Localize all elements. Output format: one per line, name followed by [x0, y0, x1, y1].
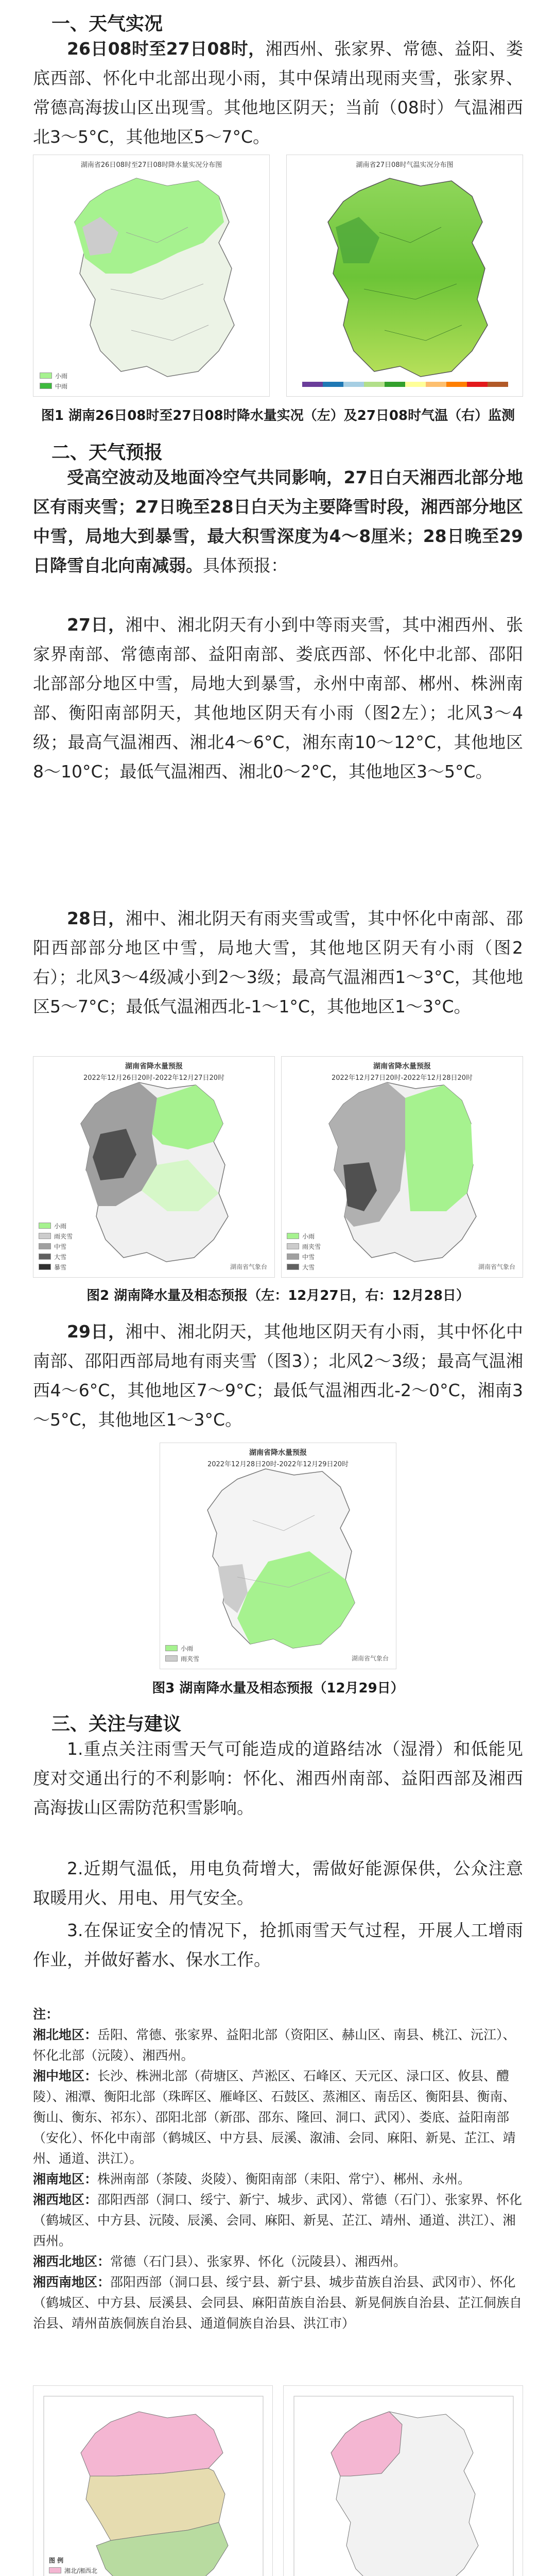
fig1-right-map	[286, 155, 523, 397]
day29-paragraph	[33, 1317, 523, 1434]
section1-paragraph	[33, 34, 523, 151]
fig2-right-org: 湖南省气象台	[478, 1263, 515, 1270]
section2-lead	[33, 463, 523, 580]
day29-label: 29日，	[67, 1321, 126, 1342]
notes-block	[33, 2004, 523, 2334]
note-line: 湘西南地区：邵阳西部（洞口县、绥宁县、新宁县、城步苗族自治县、武冈市）、怀化（鹤城区、中方县、辰溪县、会同县、麻阳苗族自治县、新晃侗族自治县、芷江侗族自治县、靖州苗族侗族自治县、通道侗族自治县、洪江市）	[33, 2275, 523, 2331]
fig1-left-svg	[33, 155, 270, 397]
day28-label: 28日，	[67, 908, 126, 928]
fig2-right-legend: 小雨 雨夹雪 中雪 大雪	[287, 1231, 321, 1272]
fig2-left-sub: 2022年12月26日20时-2022年12月27日20时	[83, 1074, 225, 1082]
region-north	[81, 2412, 223, 2476]
section1-lead: 26日08时至27日08时，	[67, 39, 266, 59]
note-line: 湘北地区：岳阳、常德、张家界、益阳北部（资阳区、赫山区、南县、桃江、沅江）、怀化北部（沅陵）、湘西州。	[33, 2027, 516, 2063]
fig2-left-org: 湖南省气象台	[230, 1263, 267, 1270]
advice-item-1: 1.重点关注雨雪天气可能造成的道路结冰（湿滑）和低能见度对交通出行的不利影响：怀化、湘西州南部、益阳西部及湘西高海拔山区需防范积雪影响。	[33, 1739, 523, 1818]
day29-text: 湘中、湘北阴天，其他地区阴天有小雨，其中怀化中南部、邵阳西部局地有雨夹雪（图3）；北风2～3级；最高气温湘西4～6°C，其他地区7～9°C；最低气温湘西北-2～0°C，湘南3～5°C，其他地区1～3°C。	[33, 1321, 523, 1430]
hunan-outline-temp	[328, 178, 488, 377]
fig2-right-sub: 2022年12月27日20时-2022年12月28日20时	[331, 1074, 473, 1082]
fc28-rain-area	[405, 1085, 473, 1211]
fig1-right-svg	[287, 155, 523, 397]
section2-lead-bold: 受高空波动及地面冷空气共同影响，27日白天湘西北部分地区有雨夹雪；27日晚至28日白天为主要降雪时段，湘西部分地区中雪，局地大到暴雪，最大积雪深度为4～8厘米；28日晚至29日降雪自北向南减弱。	[33, 467, 523, 575]
day27-text: 湘中、湘北阴天有小到中等雨夹雪，其中湘西州、张家界南部、常德南部、益阳南部、娄底西部、怀化中北部、邵阳北部部分地区中雪，局地大到暴雪，永州中南部、郴州、株洲南部、衡阳南部阴天，其他地区阴天有小雨（图2左）；北风3～4级；最高气温湘西、湘北4～6°C，湘东南10～12°C，其他地区8～10°C；最低气温湘西、湘北0～2°C，其他地区3～5°C。	[33, 615, 523, 782]
advice-item-3: 3.在保证安全的情况下，抢抓雨雪天气过程，开展人工增雨作业，并做好蓄水、保水工作。	[33, 1920, 523, 1970]
fig2-left-title: 湖南省降水量预报	[125, 1062, 183, 1071]
section1-title: 一、天气实况	[51, 13, 163, 35]
region-map-northwest	[283, 2385, 523, 2576]
fig3-map	[160, 1443, 396, 1669]
fig3-legend: 小雨 雨夹雪	[165, 1643, 199, 1664]
note-line: 湘西地区：邵阳西部（洞口、绥宁、新宁、城步、武冈）、常德（石门）、张家界、怀化（鹤城区、中方县、沅陵、辰溪、会同、麻阳、新晃、芷江、靖州、通道、洪江）、湘西州。	[33, 2192, 523, 2248]
note-line: 湘西北地区：常德（石门县）、张家界、怀化（沅陵县）、湘西州。	[33, 2254, 407, 2269]
fig3-sub: 2022年12月28日20时-2022年12月29日20时	[207, 1461, 349, 1468]
note-line: 湘中地区：长沙、株洲北部（荷塘区、芦淞区、石峰区、天元区、渌口区、攸县、醴陵）、湘潭、衡阳北部（珠晖区、雁峰区、石鼓区、蒸湘区、南岳区、衡阳县、衡南、衡山、衡东、祁东）、邵阳北部（新邵、邵东、隆回、洞口、武冈）、娄底、益阳南部（安化）、怀化中南部（鹤城区、中方县、辰溪、溆浦、会同、麻阳、新晃、芷江、靖州、通道、洪江）。	[33, 2069, 516, 2166]
fig1-right-title: 湖南省27日08时气温实况分布图	[356, 161, 454, 169]
fig2-left-map	[33, 1056, 275, 1278]
fig1-left-title: 湖南省26日08时至27日08时降水量实况分布图	[80, 161, 222, 169]
fig3-title: 湖南省降水量预报	[249, 1449, 307, 1457]
day28-text: 湘中、湘北阴天有雨夹雪或雪，其中怀化中南部、邵阳西部部分地区中雪，局地大雪，其他地区阴天有小雨（图2右）；北风3～4级减小到2～3级；最高气温湘西1～3°C，其他地区5～7°C；最低气温湘西北-1～1°C，其他地区1～3°C。	[33, 908, 524, 1016]
notes-heading: 注：	[33, 2007, 59, 2022]
day27-paragraph	[33, 610, 523, 786]
fig3-svg	[160, 1443, 396, 1669]
day27-label: 27日，	[67, 615, 126, 635]
fig3-caption: 图3 湖南降水量及相态预报（12月29日）	[152, 1681, 404, 1696]
advice-item-2: 2.近期气温低，用电负荷增大，需做好能源保供，公众注意取暖用火、用电、用气安全。	[33, 1858, 523, 1908]
fig2-right-title: 湖南省降水量预报	[373, 1062, 431, 1071]
section1-body: 湘西州、张家界、常德、益阳、娄底西部、怀化中北部出现小雨，其中保靖出现雨夹雪，张家界、常德高海拔山区出现雪。其他地区阴天；当前（08时）气温湘西北3～5°C，其他地区5～7°C。	[33, 39, 524, 147]
section2-title: 二、天气预报	[51, 442, 163, 463]
fig2-right-map	[281, 1056, 523, 1278]
note-line: 湘南地区：株洲南部（茶陵、炎陵）、衡阳南部（耒阳、常宁）、郴州、永州。	[33, 2172, 471, 2187]
fig2-left-legend: 小雨 雨夹雪 中雪 大雪 暴雪	[39, 1221, 73, 1272]
fig3-org: 湖南省气象台	[351, 1655, 389, 1662]
fig1-left-map	[33, 155, 270, 397]
fig1-caption: 图1 湖南26日08时至27日08时降水量实况（左）及27日08时气温（右）监测	[41, 408, 515, 423]
region-map-north-central-south	[33, 2385, 273, 2576]
day28-paragraph	[33, 904, 523, 1021]
temp-colorbar	[302, 382, 508, 387]
region-map1-legend: 图 例 湘北/湘西北	[49, 2556, 98, 2574]
section3-title: 三、关注与建议	[51, 1714, 182, 1735]
fig1-left-legend: 小雨 中雨	[40, 370, 67, 391]
fig2-caption: 图2 湖南降水量及相态预报（左：12月27日，右：12月28日）	[86, 1288, 470, 1303]
section2-lead-tail: 具体预报：	[203, 555, 288, 575]
